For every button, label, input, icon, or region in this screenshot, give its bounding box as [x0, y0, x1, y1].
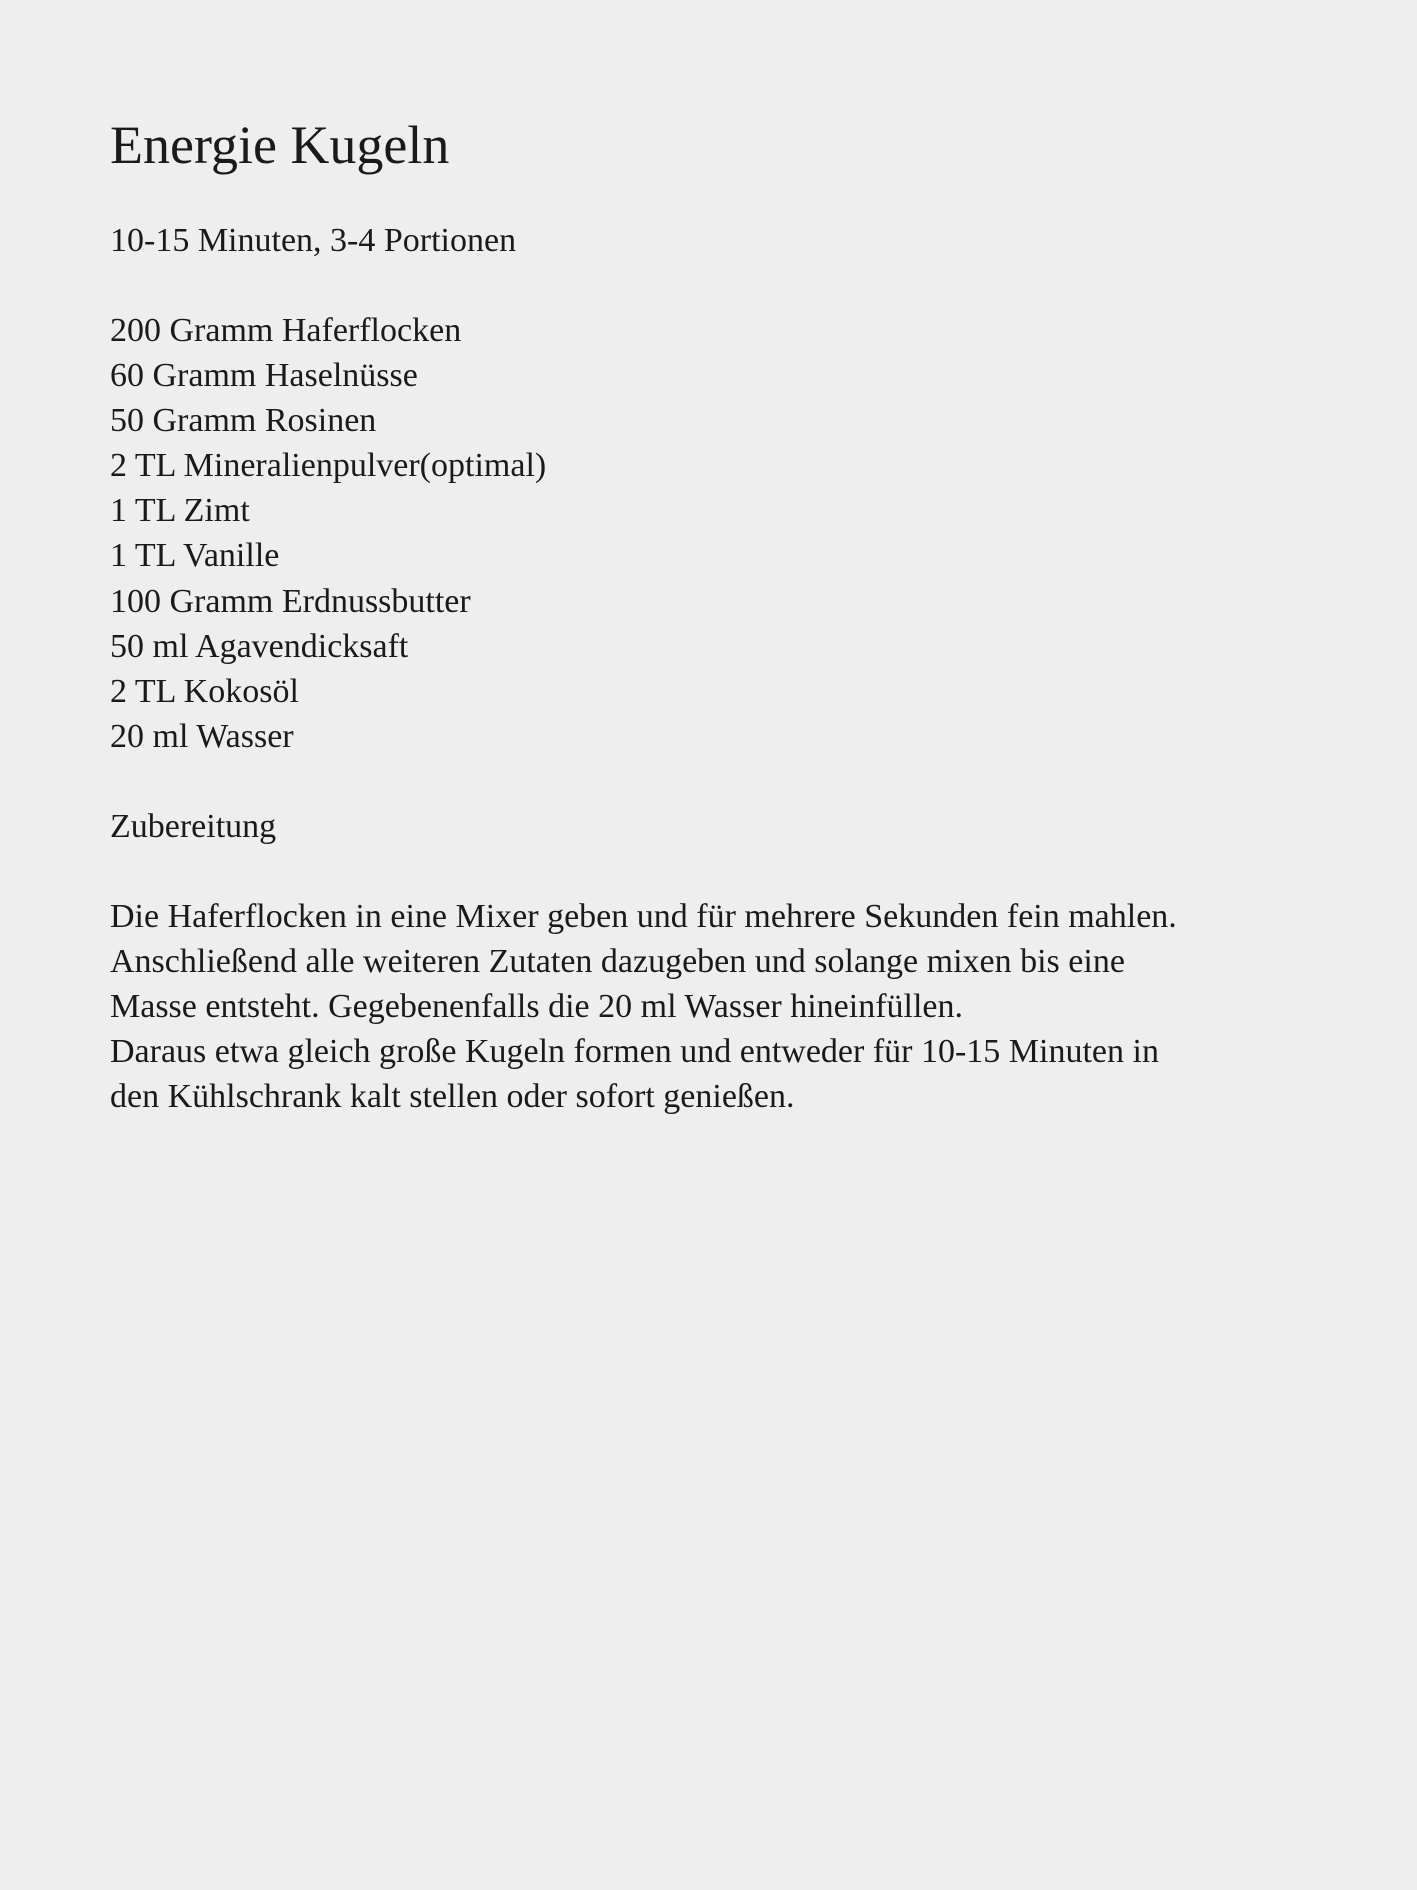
ingredient-item: 200 Gramm Haferflocken [110, 312, 462, 349]
recipe-title: Energie Kugeln [110, 115, 450, 175]
preparation-line: Masse entsteht. Gegebenenfalls die 20 ml Wasser hineinfüllen. [110, 988, 964, 1025]
ingredient-item: 2 TL Mineralienpulver(optimal) [110, 447, 547, 485]
ingredient-item: 2 TL Kokosöl [110, 672, 299, 710]
ingredient-item: 60 Gramm Haselnüsse [110, 357, 418, 395]
ingredient-list [110, 308, 546, 759]
preparation-heading: Zubereitung [110, 808, 277, 845]
recipe-meta: 10-15 Minuten, 3-4 Portionen [110, 222, 517, 259]
ingredient-item: 100 Gramm Erdnussbutter [110, 582, 471, 620]
ingredient-item: 1 TL Vanille [110, 537, 280, 575]
preparation-line: Die Haferflocken in eine Mixer geben und für mehrere Sekunden fein mahlen. [110, 898, 1177, 935]
preparation-text [110, 894, 1330, 1119]
ingredient-item: 50 ml Agavendicksaft [110, 627, 409, 665]
preparation-line: Daraus etwa gleich große Kugeln formen und entweder für 10-15 Minuten in [110, 1033, 1159, 1070]
ingredient-item: 1 TL Zimt [110, 492, 250, 530]
ingredient-item: 20 ml Wasser [110, 717, 294, 755]
ingredient-item: 50 Gramm Rosinen [110, 402, 377, 440]
preparation-line: Anschließend alle weiteren Zutaten dazugeben und solange mixen bis eine [110, 943, 1125, 980]
preparation-line: den Kühlschrank kalt stellen oder sofort genießen. [110, 1078, 795, 1115]
